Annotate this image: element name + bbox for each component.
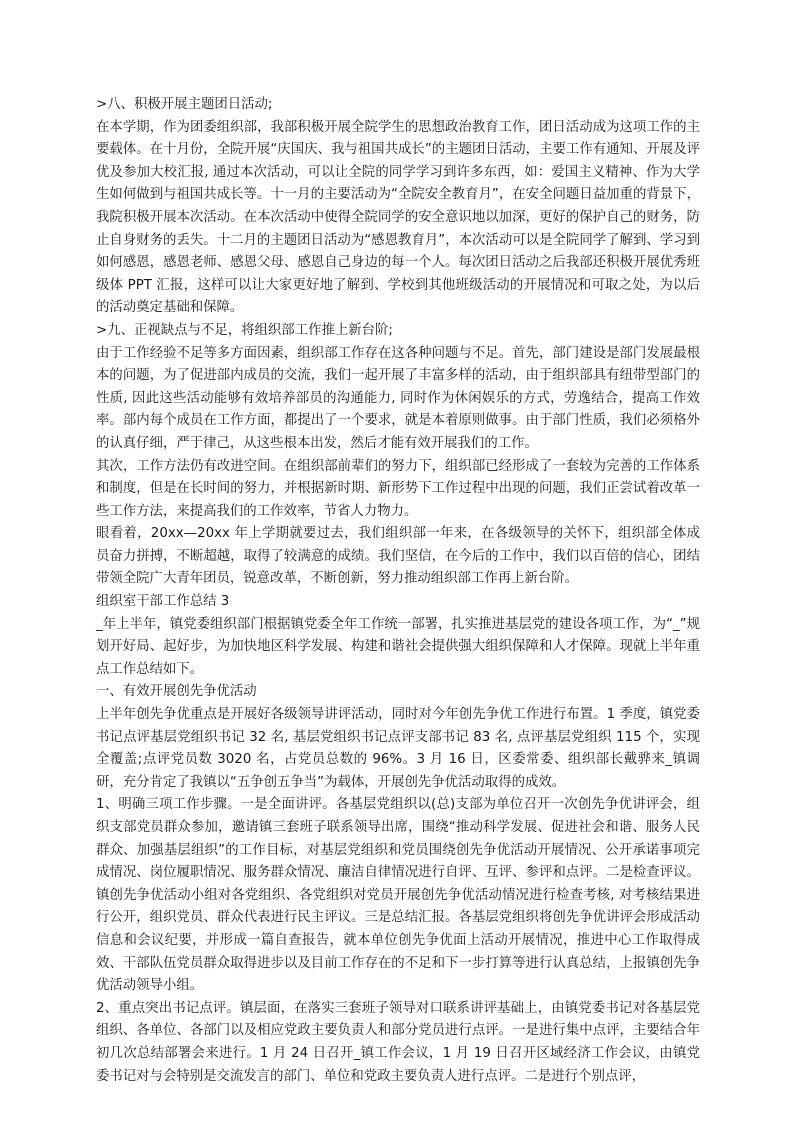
paragraph-conclusion: 眼看着，20xx—20xx 年上学期就要过去，我们组织部一年来，在各级领导的关怀下，组织部全体成员奋力拼搏，不断超越，取得了较满意的成绩。我们坚信，在今后的工作中，我们以百倍的信心，团结带领全院广大青年团员，锐意改革，不断创新，努力推动组织部工作再上新台阶。 [96, 526, 700, 587]
document-subtitle: 组织室干部工作总结 3 [96, 594, 230, 610]
document-page [96, 94, 700, 1088]
paragraph-shortcomings: 由于工作经验不足等多方面因素，组织部工作存在这各种问题与不足。首先，部门建设是部门发展最根本的问题，为了促进部内成员的交流，我们一起开展了丰富多样的活动，由于组织部具有纽带型部门的性质, 因此这些活动能够有效培养部员的沟通能力, 同时作为休闲娱乐的方式，劳逸结合，提高工作效率。部内每个成员在工作方面，都提出了一个要求，就是本着原则做事。由于部门性质，我们必须格外的认真仔细，严于律己，从这些根本出发，然后才能有效开展我们的工作。 [96, 345, 700, 451]
paragraph-theme-activities: 在本学期，作为团委组织部，我部积极开展全院学生的思想政治教育工作，团日活动成为这项工作的主要载体。在十月份，全院开展“庆国庆、我与祖国共成长”的主题团日活动，主要工作有通知、开展及评优及参加大校汇报, 通过本次活动，可以让全院的同学学习到许多东西，如：爱国主义精神、作为大学生如何做到与祖国共成长等。十一月的主要活动为“全院安全教育月”，在安全问题日益加重的背景下，我院积极开展本次活动。在本次活动中使得全院同学的安全意识地以加深，更好的保护自己的财务，防止自身财务的丢失。十二月的主题团日活动为“感恩教育月”，本次活动可以是全院同学了解到、学习到如何感恩，感恩老师、感恩父母、感恩自己身边的每一个人。每次团日活动之后我部还积极开展优秀班级体 PPT 汇报，这样可以让大家更好地了解到、学校到其他班级活动的开展情况和可取之处，为以后的活动奠定基础和保障。 [96, 119, 700, 316]
section-heading-9: >九、正视缺点与不足，将组织部工作推上新台阶; [96, 322, 393, 338]
paragraph-half-year-intro: _年上半年，镇党委组织部门根据镇党委全年工作统一部署，扎实推进基层党的建设各项工作，为“_”规划开好局、起好步，为加快地区科学发展、构建和谐社会提供强大组织保障和人才保障。现就上半年重点工作总结如下。 [96, 616, 700, 677]
section-heading-1: 一、有效开展创先争优活动 [96, 684, 257, 700]
paragraph-work-methods: 其次，工作方法仍有改进空间。在组织部前辈们的努力下，组织部已经形成了一套较为完善的工作体系和制度，但是在长时间的努力，并根据新时期、新形势下工作过程中出现的问题，我们正尝试着改革一些工作方法，来提高我们的工作效率，节省人力物力。 [96, 458, 700, 519]
paragraph-review-summary: 上半年创先争优重点是开展好各级领导讲评活动，同时对今年创先争优工作进行布置。1 季度，镇党委书记点评基层党组织书记 32 名, 基层党组织书记点评支部书记 83 名, 点评基层党组织 115 个，实现全覆盖;点评党员数 3020 名，占党员总数的 96%。3 月 16 日，区委常委、组织部长戴骅来_镇调研，充分肯定了我镇以“五争创五争当”为载体，开展创先争优活动取得的成效。 [96, 707, 700, 790]
paragraph-three-steps: 1、明确三项工作步骤。一是全面讲评。各基层党组织以(总)支部为单位召开一次创先争优讲评会，组织支部党员群众参加，邀请镇三套班子联系领导出席，围绕“推动科学发展、促进社会和谐、服务人民群众、加强基层组织”的工作目标，对基层党组织和党员围绕创先争优活动开展情况、公开承诺事项完成情况、岗位履职情况、服务群众情况、廉洁自律情况进行自评、互评、参评和点评。二是检查评议。镇创先争优活动小组对各党组织、各党组织对党员开展创先争优活动情况进行检查考核, 对考核结果进行公开，组织党员、群众代表进行民主评议。三是总结汇报。各基层党组织将创先争优讲评会形成活动信息和会议纪要，并形成一篇自查报告，就本单位创先争优面上活动开展情况，推进中心工作取得成效、干部队伍党员群众取得进步以及目前工作存在的不足和下一步打算等进行认真总结，上报镇创先争优活动领导小组。 [96, 797, 700, 994]
paragraph-secretary-review: 2、重点突出书记点评。镇层面，在落实三套班子领导对口联系讲评基础上，由镇党委书记对各基层党组织、各单位、各部门以及相应党政主要负责人和部分党员进行点评。一是进行集中点评，主要结合年初几次总结部署会来进行。1 月 24 日召开_镇工作会议，1 月 19 日召开区域经济工作会议，由镇党委书记对与会特别是交流发言的部门、单位和党政主要负责人进行点评。二是进行个别点评， [96, 1000, 700, 1084]
section-heading-8: >八、积极开展主题团日活动; [96, 97, 273, 112]
